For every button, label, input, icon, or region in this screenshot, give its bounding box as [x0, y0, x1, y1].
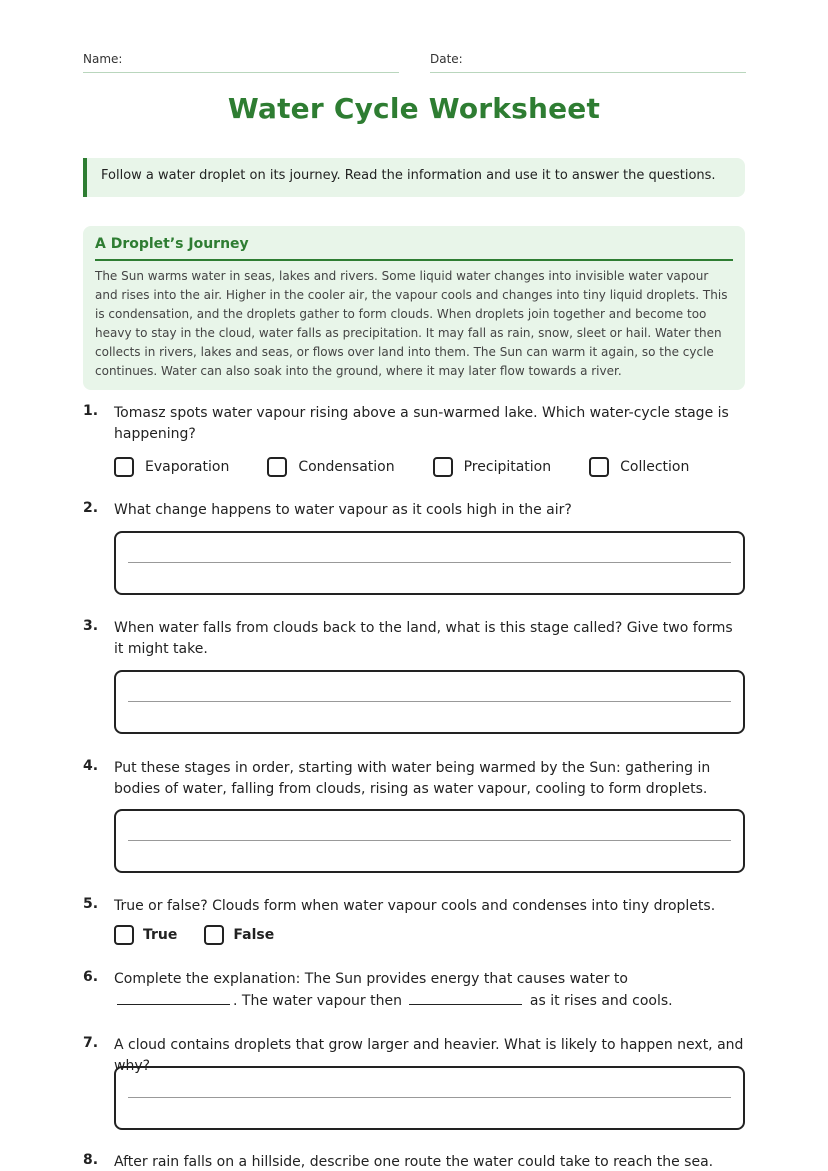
instructions-banner: Follow a water droplet on its journey. Read the information and use it to answer the questions.	[83, 158, 745, 197]
question-text	[114, 969, 745, 1012]
choice-precipitation[interactable]	[433, 457, 552, 477]
question-text-part: . The water vapour then	[233, 993, 402, 1009]
page-title: Water Cycle Worksheet	[227, 92, 601, 125]
question-number: 4.	[83, 758, 99, 774]
question-text: Tomasz spots water vapour rising above a sun-warmed lake. Which water-cycle stage is happening?	[114, 405, 729, 442]
choice-label: Evaporation	[145, 459, 230, 475]
question-number: 3.	[83, 618, 99, 634]
choice-true[interactable]	[114, 925, 177, 945]
question-number: 1.	[83, 403, 99, 419]
fill-in-blank[interactable]	[409, 990, 522, 1005]
choice-collection[interactable]	[589, 457, 689, 477]
question-text: When water falls from clouds back to the land, what is this stage called? Give two forms it might take.	[114, 620, 733, 657]
question-text: After rain falls on a hillside, describe one route the water could take to reach the sea.	[114, 1154, 714, 1170]
choice-label: Condensation	[298, 459, 395, 475]
answer-line	[128, 562, 731, 563]
choice-label: False	[233, 927, 275, 943]
checkbox[interactable]	[589, 457, 609, 477]
choice-condensation[interactable]	[267, 457, 394, 477]
answer-box[interactable]	[114, 670, 745, 734]
fill-in-blank[interactable]	[117, 990, 230, 1005]
question-number: 7.	[83, 1035, 99, 1051]
choice-evaporation[interactable]	[114, 457, 229, 477]
question-number: 5.	[83, 896, 99, 912]
question-number: 6.	[83, 969, 99, 985]
checkbox[interactable]	[114, 457, 134, 477]
choice-group	[114, 457, 689, 477]
answer-line	[128, 701, 731, 702]
choice-false[interactable]	[204, 925, 274, 945]
true-false-group	[114, 925, 274, 945]
choice-label: Precipitation	[463, 459, 552, 475]
checkbox[interactable]	[114, 925, 134, 945]
passage-text: The Sun warms water in seas, lakes and rivers. Some liquid water changes into invisible water vapour and rises into the air. Higher in the cooler air, the vapour cools and changes into tiny liquid droplets. This is condensation, and the droplets gather to form clouds. When droplets join together and become too heavy to stay in the cloud, water falls as precipitation. It may fall as rain, snow, sleet or hail. Water then collects in rivers, lakes and seas, or flows over land into them. The Sun can warm it again, so the cycle continues. Water can also soak into the ground, where it may later flow towards a river.	[95, 269, 728, 378]
answer-line	[128, 840, 731, 841]
date-label: Date:	[430, 52, 463, 66]
answer-box[interactable]	[114, 809, 745, 873]
name-field[interactable]	[83, 52, 399, 73]
question-text-part: Complete the explanation: The Sun provides energy that causes water to	[114, 971, 628, 987]
choice-label: True	[143, 927, 178, 943]
question-text: Put these stages in order, starting with water being warmed by the Sun: gathering in bodies of water, falling from clouds, rising as water vapour, cooling to form droplets.	[114, 760, 711, 797]
passage-title: A Droplet’s Journey	[95, 236, 733, 261]
question-text: What change happens to water vapour as it cools high in the air?	[114, 502, 572, 518]
checkbox[interactable]	[433, 457, 453, 477]
date-field[interactable]	[430, 52, 746, 73]
checkbox[interactable]	[267, 457, 287, 477]
question-number: 8.	[83, 1152, 99, 1168]
question-number: 2.	[83, 500, 99, 516]
name-label: Name:	[83, 52, 123, 66]
choice-label: Collection	[620, 459, 690, 475]
question-text: A cloud contains droplets that grow larger and heavier. What is likely to happen next, and why?	[114, 1037, 744, 1074]
reading-passage	[83, 226, 745, 390]
checkbox[interactable]	[204, 925, 224, 945]
answer-box[interactable]	[114, 1066, 745, 1130]
question-text: True or false? Clouds form when water vapour cools and condenses into tiny droplets.	[114, 898, 716, 914]
answer-line	[128, 1097, 731, 1098]
answer-box[interactable]	[114, 531, 745, 595]
question-text-part: as it rises and cools.	[529, 993, 673, 1009]
